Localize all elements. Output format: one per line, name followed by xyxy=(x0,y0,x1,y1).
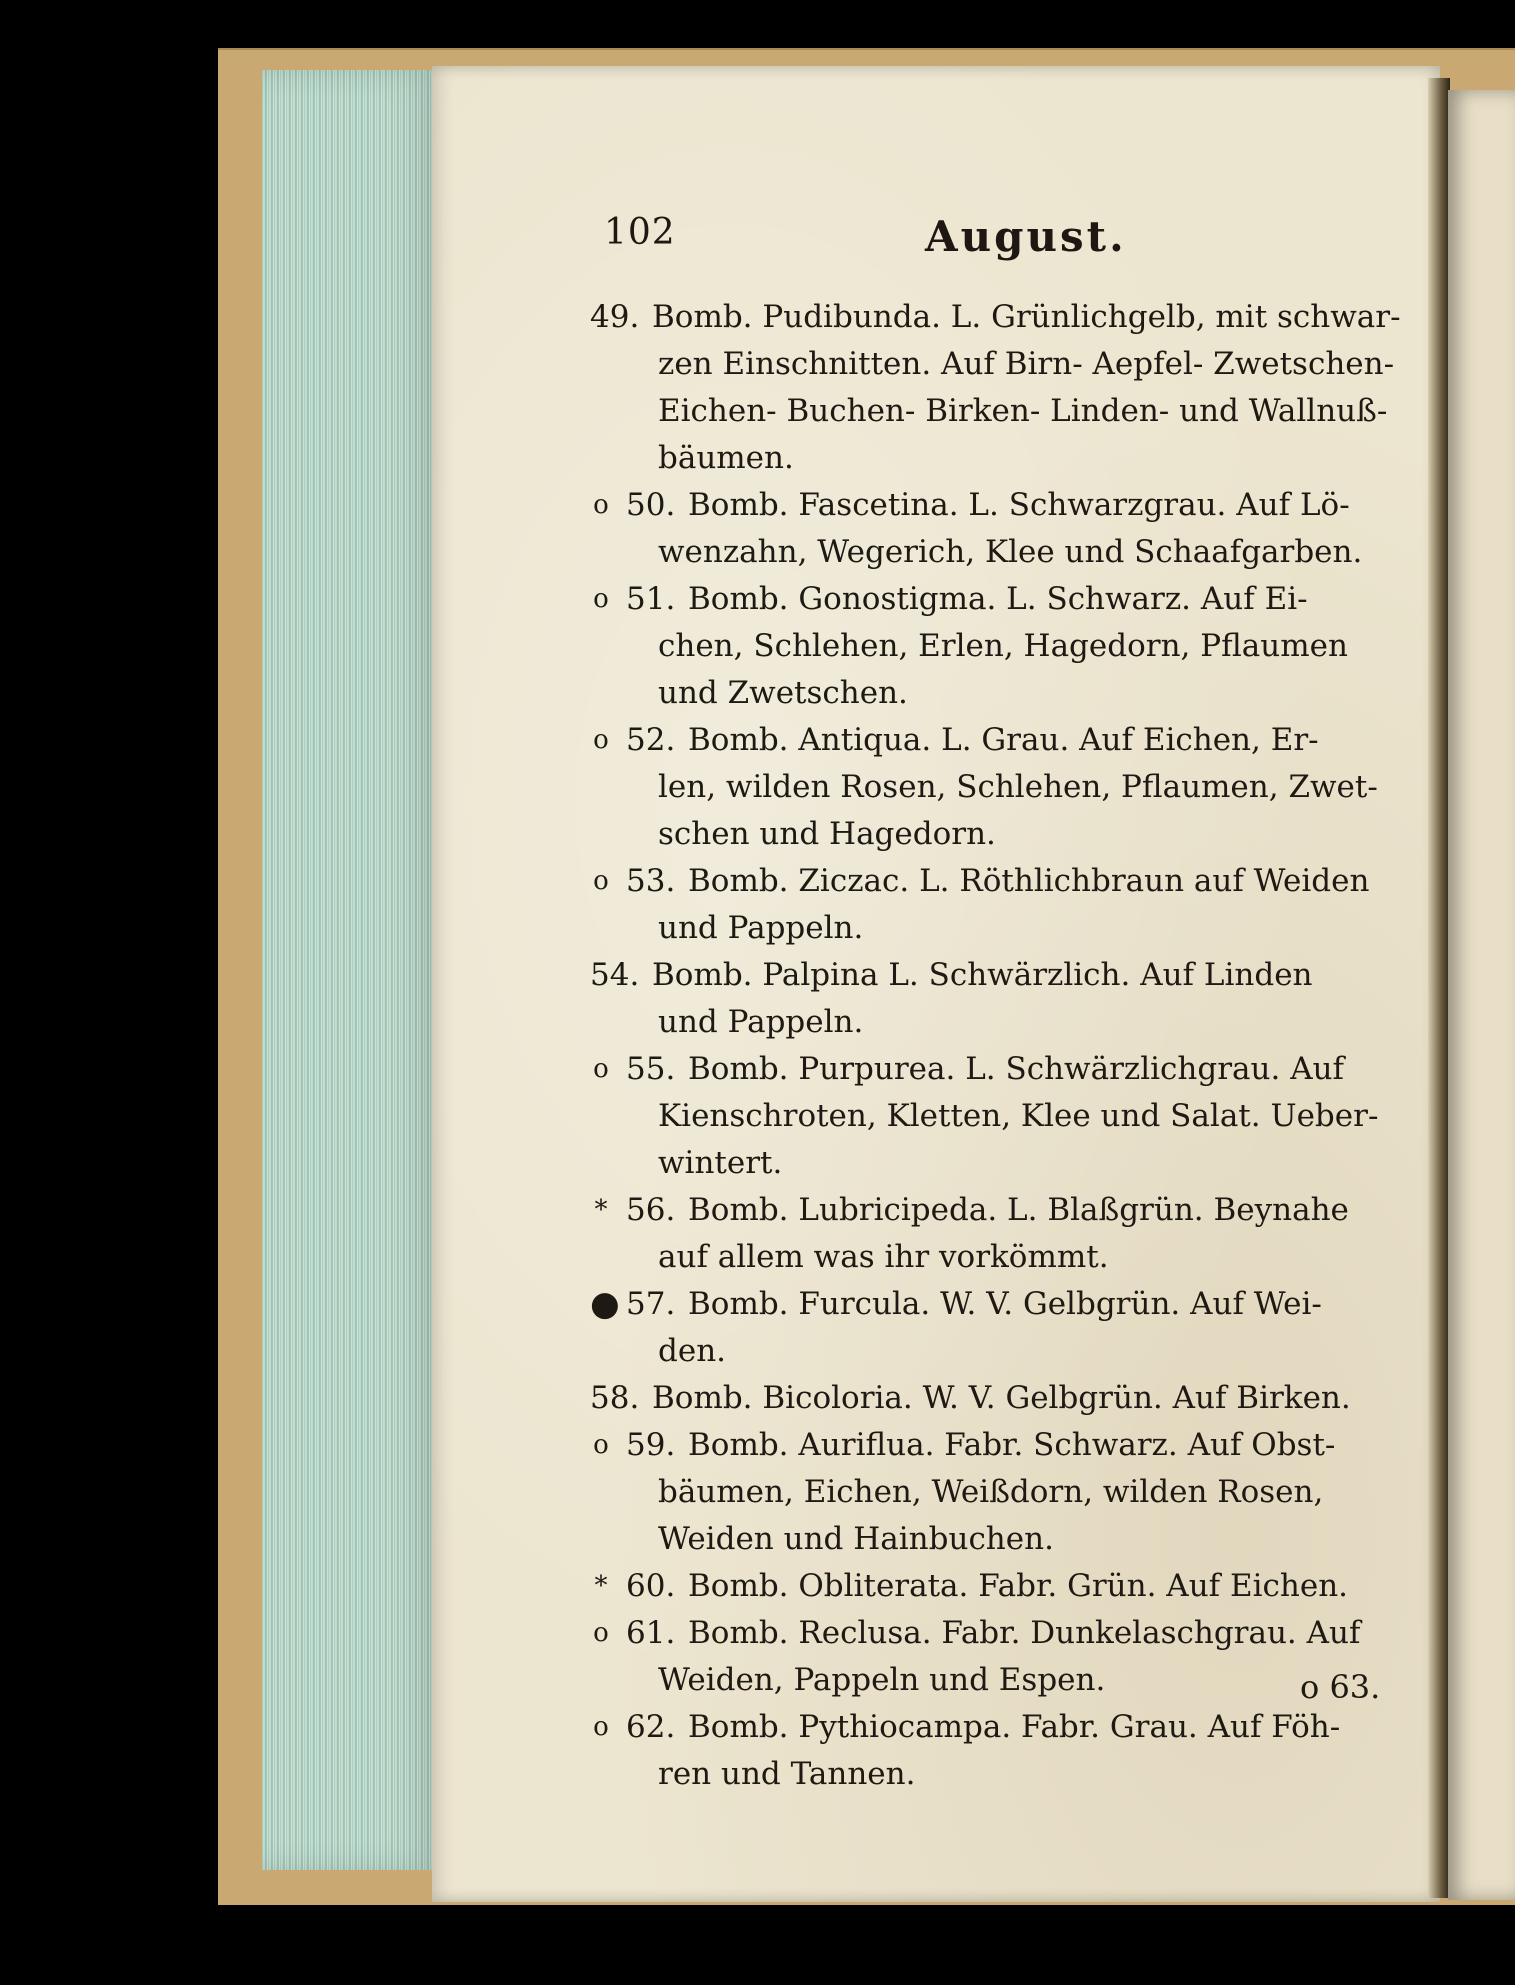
entry-text: Weiden, Pappeln und Espen. xyxy=(658,1662,1106,1698)
entry-number: 57. xyxy=(626,1286,676,1322)
text-line xyxy=(590,1281,1390,1328)
entry-number: 60. xyxy=(626,1568,676,1604)
text-line xyxy=(590,905,1390,952)
entry-text: Bomb. Pythiocampa. Fabr. Grau. Auf Föh- xyxy=(688,1709,1341,1745)
page-edges xyxy=(262,70,440,1870)
entry-mark: o xyxy=(593,1712,609,1742)
entry-number: 56. xyxy=(626,1192,676,1228)
entry-text: Bomb. Lubricipeda. L. Blaßgrün. Beynahe xyxy=(688,1192,1349,1228)
text-line xyxy=(590,1563,1390,1610)
entry-text: Kienschroten, Kletten, Klee und Salat. Ueber- xyxy=(658,1098,1379,1134)
entry-mark: ● xyxy=(590,1284,620,1324)
facing-page xyxy=(1448,90,1515,1900)
text-line xyxy=(590,529,1390,576)
entry-number: 50. xyxy=(626,487,676,523)
text-line xyxy=(590,670,1390,717)
text-line xyxy=(590,1375,1390,1422)
entry-text: Bomb. Antiqua. L. Grau. Auf Eichen, Er- xyxy=(688,722,1319,758)
text-line xyxy=(590,764,1390,811)
entry-mark: * xyxy=(594,1571,608,1601)
entry-mark: o xyxy=(593,490,609,520)
text-line xyxy=(590,717,1390,764)
entry-text: und Pappeln. xyxy=(658,1004,864,1040)
text-line xyxy=(590,1093,1390,1140)
entry-text: bäumen, Eichen, Weißdorn, wilden Rosen, xyxy=(658,1474,1324,1510)
entry-text: Bomb. Furcula. W. V. Gelbgrün. Auf Wei- xyxy=(688,1286,1322,1322)
text-line xyxy=(590,294,1401,341)
text-line xyxy=(590,1046,1390,1093)
entry-text: Weiden und Hainbuchen. xyxy=(658,1521,1054,1557)
entry-text: schen und Hagedorn. xyxy=(658,816,996,852)
text-line xyxy=(590,576,1390,623)
entry-text: Bomb. Gonostigma. L. Schwarz. Auf Ei- xyxy=(688,581,1308,617)
text-line xyxy=(590,623,1390,670)
entry-mark: o xyxy=(593,725,609,755)
species-list xyxy=(590,294,1401,1798)
entry-text: chen, Schlehen, Erlen, Hagedorn, Pflaumen xyxy=(658,628,1348,664)
entry-text: Eichen- Buchen- Birken- Linden- und Wallnuß- xyxy=(658,393,1388,429)
entry-text: und Zwetschen. xyxy=(658,675,908,711)
entry-number: 55. xyxy=(626,1051,676,1087)
text-line xyxy=(590,811,1390,858)
entry-text: Bomb. Palpina L. Schwärzlich. Auf Linden xyxy=(652,957,1313,993)
entry-number: 62. xyxy=(626,1709,676,1745)
text-line xyxy=(590,1704,1390,1751)
text-line xyxy=(590,858,1390,905)
entry-number: 54. xyxy=(590,957,640,993)
text-line xyxy=(590,1751,1390,1798)
entry-mark: o xyxy=(593,1054,609,1084)
text-line xyxy=(590,1328,1390,1375)
entry-text: zen Einschnitten. Auf Birn- Aepfel- Zwetschen- xyxy=(658,346,1395,382)
entry-text: bäumen. xyxy=(658,440,794,476)
entry-text: und Pappeln. xyxy=(658,910,864,946)
text-line xyxy=(590,1422,1390,1469)
entry-text: ren und Tannen. xyxy=(658,1756,916,1792)
catchword: o 63. xyxy=(1300,1668,1381,1706)
text-line xyxy=(590,952,1390,999)
entry-text: Bomb. Bicoloria. W. V. Gelbgrün. Auf Birken. xyxy=(652,1380,1351,1416)
text-line xyxy=(590,999,1390,1046)
entry-number: 61. xyxy=(626,1615,676,1651)
entry-number: 51. xyxy=(626,581,676,617)
running-head: August. xyxy=(925,212,1127,261)
page-number: 102 xyxy=(604,212,676,253)
entry-text: Bomb. Obliterata. Fabr. Grün. Auf Eichen. xyxy=(688,1568,1349,1604)
text-line xyxy=(590,1234,1390,1281)
entry-text: Bomb. Auriflua. Fabr. Schwarz. Auf Obst- xyxy=(688,1427,1336,1463)
entry-mark: o xyxy=(593,1618,609,1648)
entry-mark: o xyxy=(593,1430,609,1460)
entry-number: 52. xyxy=(626,722,676,758)
text-line xyxy=(590,1469,1390,1516)
entry-text: Bomb. Purpurea. L. Schwärzlichgrau. Auf xyxy=(688,1051,1345,1087)
text-line xyxy=(590,341,1395,388)
entry-mark: o xyxy=(593,866,609,896)
entry-text: Bomb. Fascetina. L. Schwarzgrau. Auf Lö- xyxy=(688,487,1350,523)
entry-text: wenzahn, Wegerich, Klee und Schaafgarben. xyxy=(658,534,1363,570)
entry-text: len, wilden Rosen, Schlehen, Pflaumen, Zwet- xyxy=(658,769,1378,805)
text-line xyxy=(590,1610,1390,1657)
entry-number: 58. xyxy=(590,1380,640,1416)
text-line xyxy=(590,388,1390,435)
entry-mark: o xyxy=(593,584,609,614)
text-line xyxy=(590,482,1390,529)
text-line xyxy=(590,1657,1390,1704)
entry-text: Bomb. Pudibunda. L. Grünlichgelb, mit schwar- xyxy=(652,299,1401,335)
text-line xyxy=(590,1516,1390,1563)
text-line xyxy=(590,435,1390,482)
entry-text: den. xyxy=(658,1333,727,1369)
entry-text: auf allem was ihr vorkömmt. xyxy=(658,1239,1109,1275)
entry-number: 49. xyxy=(590,299,640,335)
entry-text: Bomb. Ziczac. L. Röthlichbraun auf Weiden xyxy=(688,863,1370,899)
text-line xyxy=(590,1187,1390,1234)
page-header xyxy=(0,212,1515,272)
text-line xyxy=(590,1140,1390,1187)
entry-number: 59. xyxy=(626,1427,676,1463)
entry-mark: * xyxy=(594,1195,608,1225)
entry-text: Bomb. Reclusa. Fabr. Dunkelaschgrau. Auf xyxy=(688,1615,1361,1651)
book-gutter xyxy=(1428,78,1450,1898)
entry-number: 53. xyxy=(626,863,676,899)
entry-text: wintert. xyxy=(658,1145,783,1181)
